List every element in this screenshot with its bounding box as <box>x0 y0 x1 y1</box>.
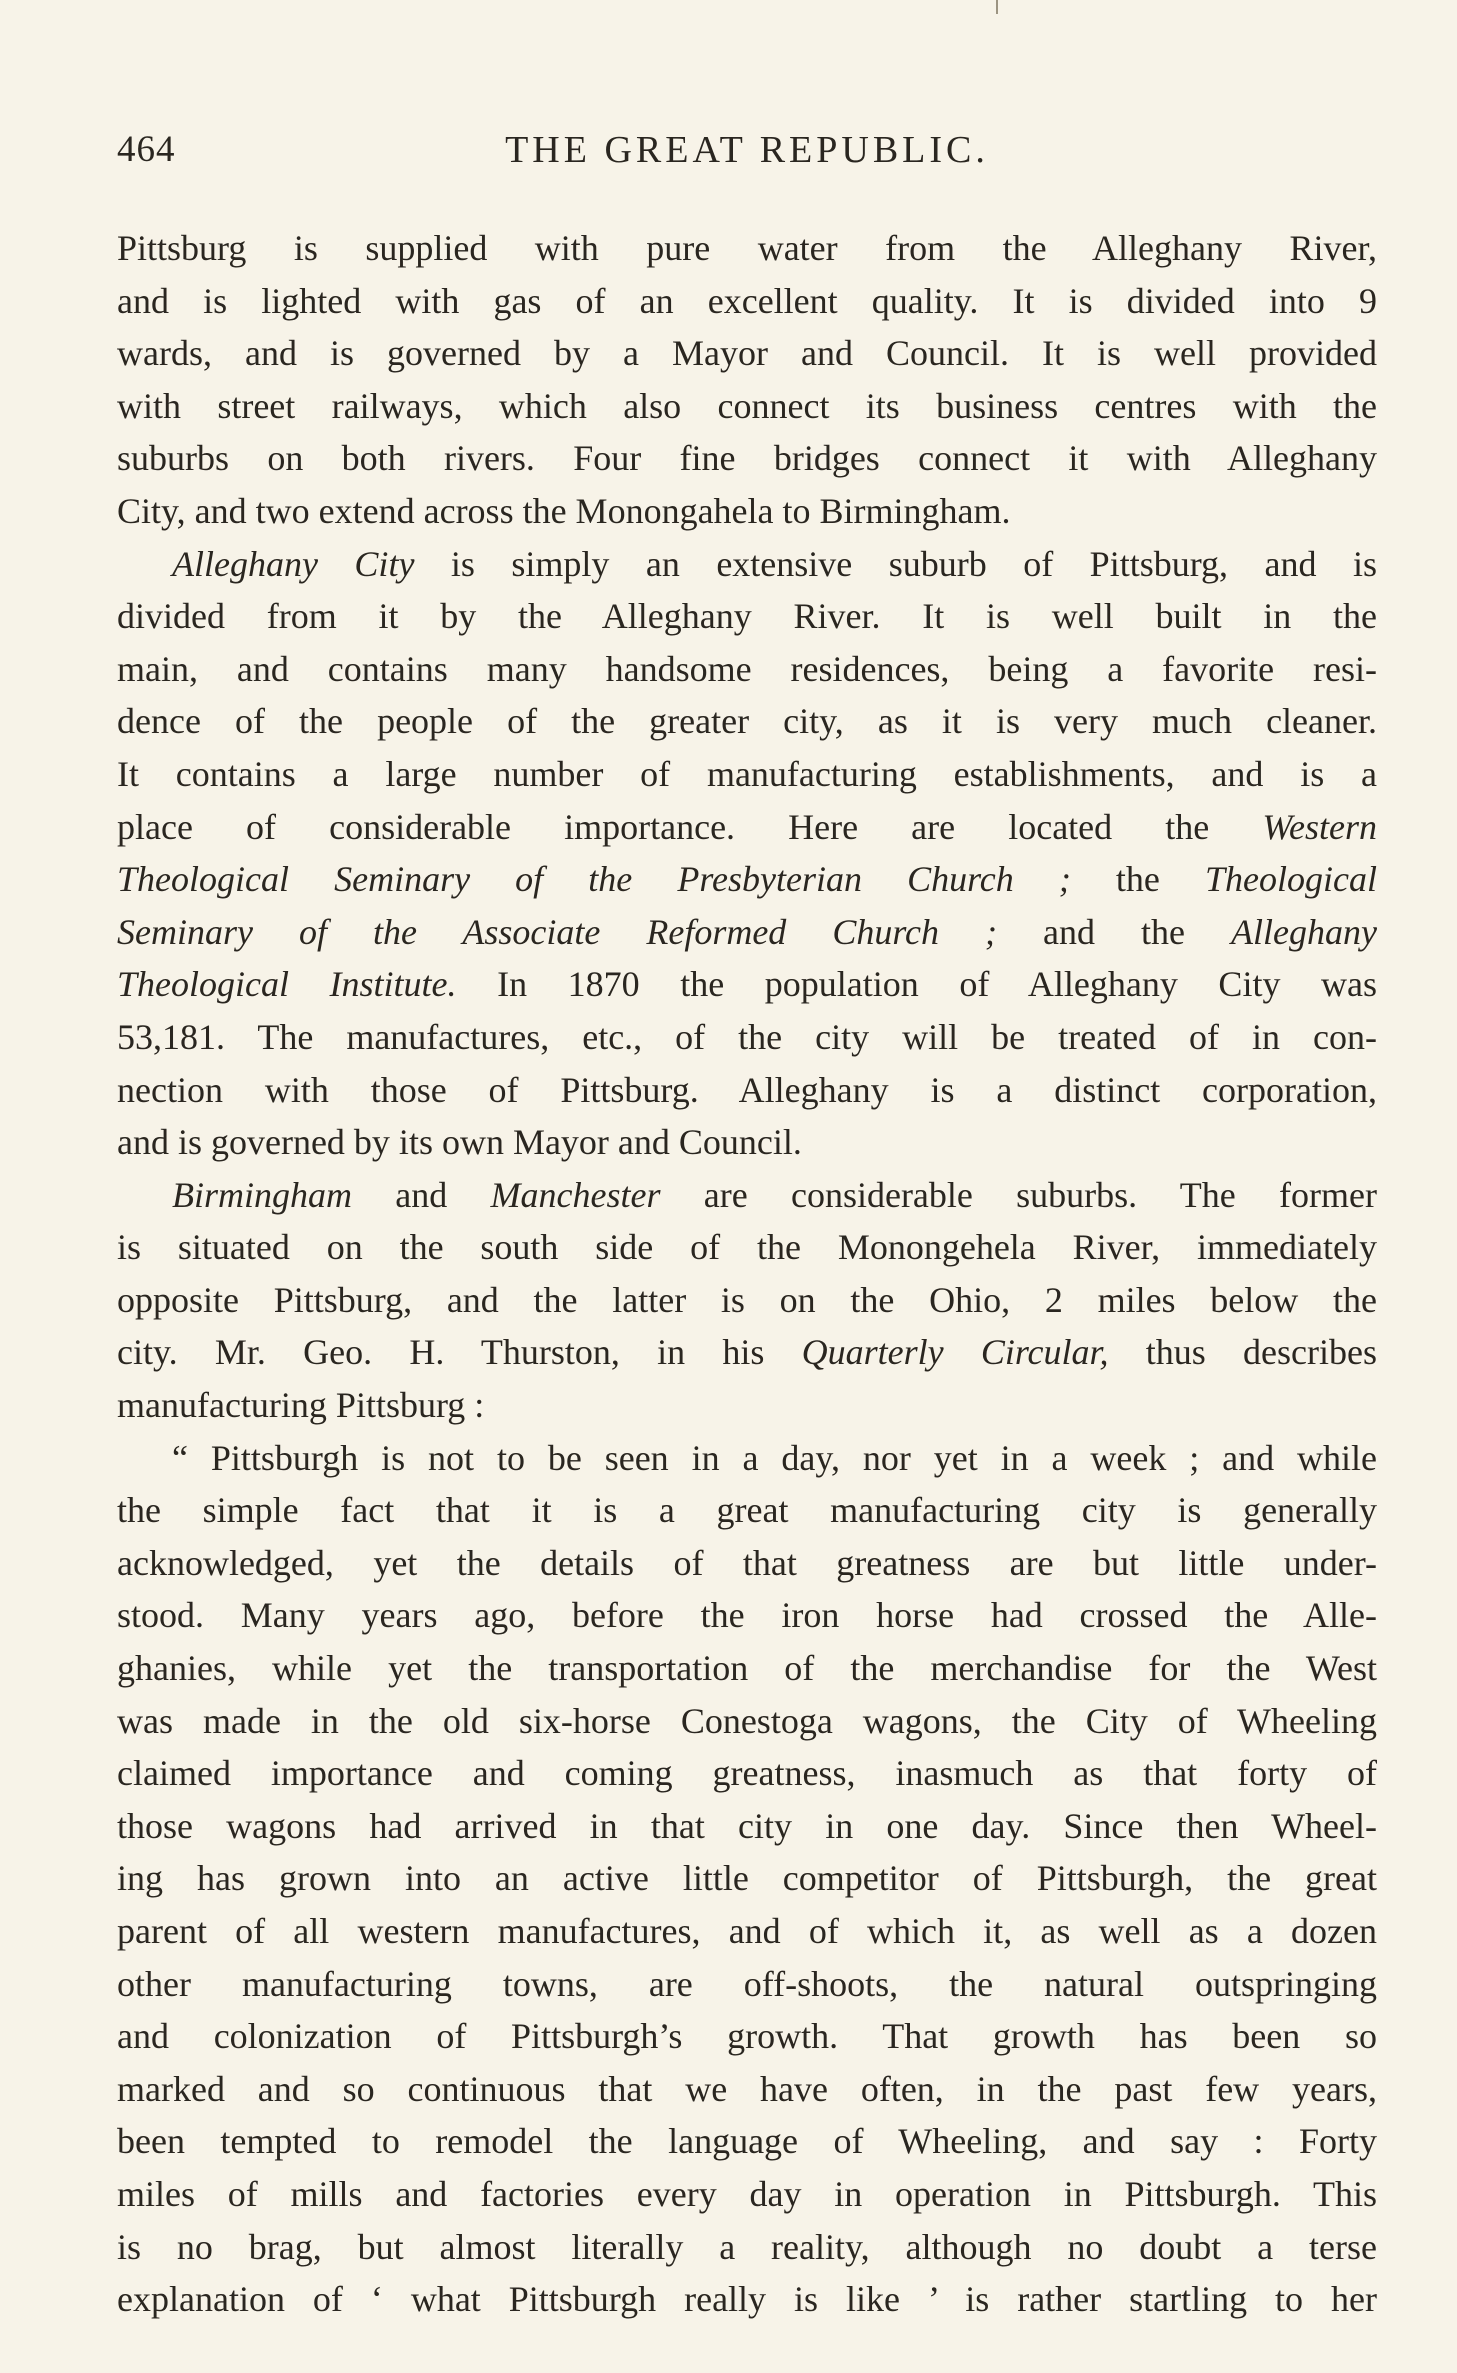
text-segment: manufacturing Pittsburg : <box>117 1385 485 1426</box>
text-line <box>117 643 1377 696</box>
text-segment: and is governed by its own Mayor and Council. <box>117 1122 802 1163</box>
text-line <box>117 1852 1377 1905</box>
text-segment: stood. Many years ago, before the iron horse had crossed the Alle- <box>117 1595 1377 1636</box>
italic-text: Quarterly Circular, <box>801 1332 1109 1373</box>
text-line <box>117 801 1377 854</box>
text-segment: opposite Pittsburg, and the latter is on the Ohio, 2 miles below the <box>117 1279 1377 1320</box>
text-line <box>117 1221 1377 1274</box>
text-line <box>117 590 1377 643</box>
text-line <box>117 1905 1377 1958</box>
text-line <box>117 2063 1377 2116</box>
text-segment: City, and two extend across the Monongahela to Birmingham. <box>117 490 1011 531</box>
text-segment: are considerable suburbs. The former <box>660 1174 1377 1215</box>
italic-text: Theological <box>1205 859 1377 900</box>
text-line <box>117 327 1377 380</box>
text-segment: main, and contains many handsome residences, being a favorite resi- <box>117 648 1377 689</box>
text-segment: “ Pittsburgh is not to be seen in a day, nor yet in a week ; and while <box>172 1437 1377 1478</box>
running-head: THE GREAT REPUBLIC. <box>505 129 989 171</box>
text-segment: ing has grown into an active little competitor of Pittsburgh, the great <box>117 1858 1377 1899</box>
text-segment: been tempted to remodel the language of Wheeling, and say : Forty <box>117 2121 1377 2162</box>
text-segment: city. Mr. Geo. H. Thurston, in his <box>117 1332 802 1373</box>
text-segment: acknowledged, yet the details of that greatness are but little under- <box>117 1542 1377 1583</box>
italic-text: Alleghany City <box>172 543 415 584</box>
text-segment: thus describes <box>1108 1332 1377 1373</box>
text-segment: is situated on the south side of the Monongehela River, immediately <box>117 1227 1377 1268</box>
text-segment: place of considerable importance. Here are located the <box>117 806 1263 847</box>
text-segment: explanation of ‘ what Pittsburgh really is like ’ is rather startling to her <box>117 2279 1377 2320</box>
text-line <box>117 1169 1377 1222</box>
text-segment: the simple fact that it is a great manufacturing city is generally <box>117 1490 1377 1531</box>
text-line <box>117 695 1377 748</box>
text-line <box>117 432 1377 485</box>
text-segment: the <box>1070 859 1206 900</box>
text-line <box>117 1695 1377 1748</box>
italic-text: Seminary of the Associate Reformed Church ; <box>117 911 998 952</box>
text-segment: miles of mills and factories every day in operation in Pittsburgh. This <box>117 2173 1377 2214</box>
text-line <box>117 1379 1377 1432</box>
text-segment: is no brag, but almost literally a reality, although no doubt a terse <box>117 2226 1377 2267</box>
text-segment: and is lighted with gas of an excellent quality. It is divided into 9 <box>117 280 1377 321</box>
text-segment: dence of the people of the greater city, as it is very much cleaner. <box>117 701 1377 742</box>
text-line <box>117 1064 1377 1117</box>
body-text <box>117 222 1377 2326</box>
text-segment: was made in the old six-horse Conestoga wagons, the City of Wheeling <box>117 1700 1377 1741</box>
text-line <box>117 2010 1377 2063</box>
text-line <box>117 1116 1377 1169</box>
text-segment: and the <box>997 911 1232 952</box>
text-line <box>117 275 1377 328</box>
text-segment: claimed importance and coming greatness, inasmuch as that forty of <box>117 1753 1377 1794</box>
text-segment: with street railways, which also connect its business centres with the <box>117 385 1377 426</box>
text-line <box>117 485 1377 538</box>
text-segment: other manufacturing towns, are off-shoots, the natural outspringing <box>117 1963 1377 2004</box>
italic-text: Manchester <box>490 1174 661 1215</box>
text-line <box>117 1642 1377 1695</box>
text-line <box>117 1800 1377 1853</box>
text-segment: and <box>352 1174 491 1215</box>
text-segment: ghanies, while yet the transportation of the merchandise for the West <box>117 1648 1377 1689</box>
text-segment: In 1870 the population of Alleghany City was <box>456 964 1378 1005</box>
text-line <box>117 1484 1377 1537</box>
text-line <box>117 222 1377 275</box>
text-segment: wards, and is governed by a Mayor and Council. It is well provided <box>117 333 1377 374</box>
text-line <box>117 748 1377 801</box>
text-segment: 53,181. The manufactures, etc., of the city will be treated of in con- <box>117 1016 1377 1057</box>
text-line <box>117 1011 1377 1064</box>
text-line <box>117 2221 1377 2274</box>
text-line <box>117 1958 1377 2011</box>
text-line <box>117 2115 1377 2168</box>
text-line <box>117 1274 1377 1327</box>
italic-text: Western <box>1262 806 1377 847</box>
text-line <box>117 1747 1377 1800</box>
text-line <box>117 1432 1377 1485</box>
text-segment: parent of all western manufactures, and of which it, as well as a dozen <box>117 1911 1377 1951</box>
text-line <box>117 1589 1377 1642</box>
text-line <box>117 958 1377 1011</box>
text-segment: Pittsburg is supplied with pure water from the Alleghany River, <box>117 228 1377 268</box>
text-segment: divided from it by the Alleghany River. It is well built in the <box>117 596 1377 637</box>
text-segment: and colonization of Pittsburgh’s growth. That growth has been so <box>117 2016 1377 2057</box>
text-line <box>117 2168 1377 2221</box>
text-line <box>117 2273 1377 2326</box>
page-number: 464 <box>117 129 176 170</box>
text-segment: is simply an extensive suburb of Pittsburg, and is <box>414 543 1377 584</box>
text-segment: suburbs on both rivers. Four fine bridges connect it with Alleghany <box>117 438 1377 479</box>
text-segment: marked and so continuous that we have often, in the past few years, <box>117 2068 1377 2109</box>
text-line <box>117 1326 1377 1379</box>
text-line <box>117 906 1377 959</box>
italic-text: Birmingham <box>172 1174 352 1215</box>
print-speck <box>996 0 998 14</box>
italic-text: Theological Seminary of the Presbyterian Church ; <box>117 859 1071 900</box>
text-line <box>117 853 1377 906</box>
text-line <box>117 380 1377 433</box>
page-header <box>117 128 1377 188</box>
text-line <box>117 538 1377 591</box>
text-line <box>117 1537 1377 1590</box>
italic-text: Theological Institute. <box>117 964 457 1005</box>
text-segment: those wagons had arrived in that city in one day. Since then Wheel- <box>117 1805 1377 1846</box>
text-segment: It contains a large number of manufacturing establishments, and is a <box>117 753 1377 794</box>
italic-text: Alleghany <box>1231 911 1377 952</box>
text-segment: nection with those of Pittsburg. Alleghany is a distinct corporation, <box>117 1069 1377 1110</box>
